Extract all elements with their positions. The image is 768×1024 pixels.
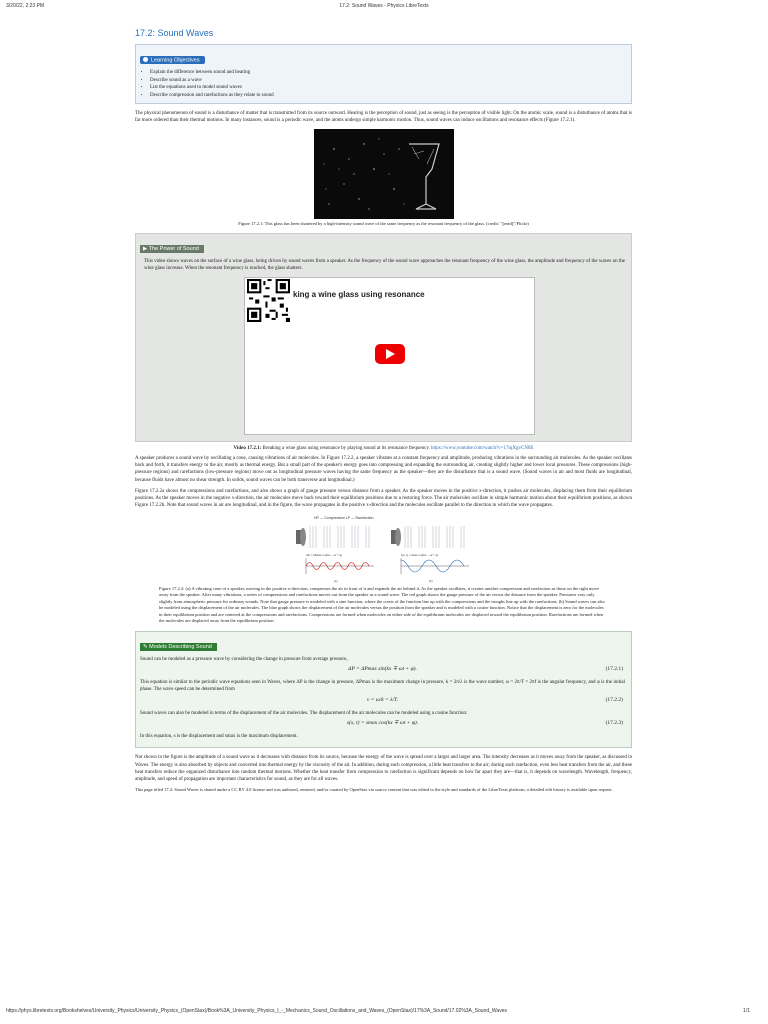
list-item: • List the equations used to model sound waves: [150, 84, 627, 92]
video-caption: [135, 446, 632, 451]
equation-number: (17.2.2): [605, 696, 623, 703]
license-text: This page titled 17.2: Sound Waves is shared under a CC BY 4.0 license and was authored, remixed, and/or curated by OpenStax via source content that was edited to the style and standards of the LibreTexts platform; a detailed edit history is available upon request.: [135, 787, 613, 793]
paragraph-amplitude: Not shown in the figure is the amplitude of a sound wave as it decreases with distance from its source, because the energy of the wave is spread over a larger and larger area. The intensity decreases as it moves away from the speaker, as discussed in Waves. The energy is also absorbed by objects and converted into thermal energy by the viscosity of the air. In addition, during each compression, a little heat transfers to the air; during each rarefaction, even less heat transfers from the air, and these heat transfers reduce the organized disturbance into random thermal motions. Whether the heat transfer from compression to rarefaction is significant depends on how far apart they are—that is, it depends on wavelength. Wavelength, frequency, amplitude, and speed of propagation are important characteristics for sound, as they are for all waves.: [135, 755, 633, 783]
figure-caption: Figure 17.2.1: This glass has been shattered by a high-intensity sound wave of the same frequency as the resonant frequency of the glass. (credit: "||read||"/Flickr): [238, 220, 529, 226]
video-icon: ▶: [143, 246, 149, 253]
video-title: king a wine glass using resonance: [293, 289, 425, 299]
play-icon: [386, 349, 395, 359]
print-footer: [0, 1008, 768, 1018]
models-text: This equation is similar to the periodic wave equations seen in Waves, where ΔP is the change in pressure, ΔPmax is the maximum change in pressure, k = 2π/λ is the wave number, ω = 2π/T = 2πf is the angular frequency, and φ is the initial phase. The wave speed can be determined from: [140, 680, 625, 693]
learning-objectives-label: Learning Objectives: [151, 57, 200, 63]
equation-number: (17.2.3): [605, 719, 623, 726]
speaker-wave-figure: [294, 514, 474, 584]
power-of-sound-text: This video shows waves on the surface of a wine glass, being driven by sound waves from a speaker. As the frequency of the sound wave approaches the resonant frequency of the wine glass, the amplitude and frequency of the waves on the wine glass increase. When the resonant frequency is reached, the glass shatters.: [144, 259, 625, 272]
learning-objectives-box: [135, 44, 632, 104]
equation-formula: v = ω/k = λ/T.: [366, 696, 399, 703]
shattered-glass-image: [314, 129, 454, 219]
info-icon: [143, 57, 148, 62]
label-a: (a): [333, 578, 337, 583]
video-player[interactable]: [244, 277, 535, 435]
equation-number: (17.2.1): [605, 666, 623, 673]
objectives-list: [140, 69, 627, 99]
shattered-glass-graphic: [314, 129, 454, 219]
models-text: Sound waves can also be modeled in terms of the displacement of the air molecules. The displacement of the air molecules can be modeled using a cosine function:: [140, 710, 468, 716]
video-caption-label: Video 17.2.1:: [233, 445, 262, 451]
models-title: [140, 643, 217, 651]
models-text: Sound can be modeled as a pressure wave by considering the change in pressure from average pressure,: [140, 656, 348, 662]
power-of-sound-title: [140, 245, 204, 253]
equation-1: [140, 666, 625, 676]
equation-a: ΔP = ΔPmax cos(kx − ωt + φ): [305, 552, 342, 557]
print-doc-title: 17.2: Sound Waves - Physics LibreTexts: [339, 3, 429, 9]
print-url: https://phys.libretexts.org/Bookshelves/University_Physics/University_Physics_(OpenStax)/Book%3A_University_Physics_I_-_Mechanics_Sound_Oscillations_and_Waves_(OpenStax)/17%3A_Sound/17.02%3A_Sound_Waves: [6, 1008, 507, 1014]
qr-code-icon: [247, 279, 290, 322]
intro-paragraph: The physical phenomenon of sound is a disturbance of matter that is transmitted from its source outward. Hearing is the perception of sound, just as seeing is the perception of visible light. On the atomic scale, sound is a disturbance of atoms that is far more ordered than their thermal motions. In many instances, sound is a periodic wave, and the atoms undergo simple harmonic motion. Thus, sound waves can induce oscillations and resonance effects (Figure 17.2.1).: [135, 111, 632, 124]
article: [135, 22, 632, 798]
equation-formula: s(x, t) = smax cos(kx ∓ ωt + φ).: [346, 719, 419, 726]
print-page-number: 1/1: [743, 1008, 750, 1014]
paragraph-compressions: Figure 17.2.2a shows the compressions and rarefactions, and also shows a graph of gauge pressure versus distance from a speaker. As the speaker moves in the positive x-direction, it pushes air molecules, displacing them from their equilibrium positions. As the speaker moves in the negative x-direction, the air molecules move back toward their equilibrium positions due to a restoring force. The air molecules oscillate in simple harmonic motion about their equilibrium positions, as shown Figure 17.2.2b. Note that sound waves in air are longitudinal, and in the figure, the wave propagates in the positive x-direction and the molecules oscillate parallel to the direction in which the wave propagates.: [135, 488, 632, 509]
equation-2: [140, 697, 625, 707]
equation-3: [140, 720, 625, 730]
equation-formula: ΔP = ΔPmax sin(kx ∓ ωt + φ).: [348, 666, 417, 673]
page-title: 17.2: Sound Waves: [135, 28, 214, 38]
list-item: • Describe compression and rarefactions as they relate to sound: [150, 92, 627, 100]
power-of-sound-label: The Power of Sound: [148, 246, 199, 253]
learning-objectives-title: [140, 56, 205, 65]
wavefronts-b: [405, 526, 464, 548]
pencil-icon: ✎: [143, 643, 150, 650]
list-item: • Describe sound as a wave: [150, 77, 627, 85]
print-header: [0, 3, 768, 13]
models-label: Models Describing Sound: [149, 643, 212, 650]
video-link[interactable]: https://www.youtube.com/watch?v=17tqXgvCN0E: [431, 445, 534, 451]
paragraph-speaker: A speaker produces a sound wave by oscillating a cone, causing vibrations of air molecules. In Figure 17.2.2, a speaker vibrates at a constant frequency and amplitude, producing vibrations in the surrounding air molecules. As the speaker oscillates back and forth, it transfers energy to the air, mostly as thermal energy. But a small part of the speaker's energy goes into compressing and expanding the surrounding air, creating slightly higher and lower local pressures. These compressions (high-pressure regions) and rarefactions (low-pressure regions) move out as longitudinal pressure waves having the same frequency as the speaker—they are the disturbance that is a sound wave. (Sound waves in air and most fluids are longitudinal, because fluids have almost no shear strength. In solids, sound waves can be both transverse and longitudinal.): [135, 455, 632, 483]
wavefronts-a: [310, 526, 369, 548]
models-box: [135, 631, 632, 748]
label-b: (b): [428, 578, 432, 583]
models-text: In this equation, s is the displacement and smax is the maximum displacement.: [140, 733, 298, 739]
speaker-wave-graphic: [294, 514, 474, 584]
figure-legend: HP — Compression LP — Rarefaction: [313, 515, 373, 520]
list-item: • Explain the difference between sound and hearing: [150, 69, 627, 77]
play-button[interactable]: [375, 344, 405, 364]
equation-b: s(x, t) = smax cos(kx − ωt + φ): [400, 552, 438, 557]
print-datetime: 3/20/22, 2:23 PM: [6, 3, 45, 9]
figure-caption: Figure 17.2.2: (a) A vibrating cone of a speaker, moving in the positive x-direction, compresses the air in front of it and expands the air behind it. As the speaker oscillates, it creates another compression and rarefaction as those on the right move away from the speaker. After many vibrations, a series of compressions and rarefactions moves out from the speaker as a sound wave. The red graph shows the gauge pressure of the air versus the distance from the speaker. Pressures vary only slightly from atmospheric pressure for ordinary sounds. Note that gauge pressure is modeled with a sine function, where the crests of the function line up with the compressions and the troughs line up with the rarefactions. (b) Sound waves can also be modeled using the displacement of the air molecules. The blue graph shows the displacement of the air molecules versus the position from the speaker and is modeled with a cosine function. Notice that the displacement is zero for the molecules in their equilibrium position and are centered at the compressions and rarefactions. Compressions are formed when molecules on either side of the equilibrium molecules are displaced toward the equilibrium position. Rarefactions are formed when the molecules are displaced away from the equilibrium position.: [159, 585, 605, 624]
power-of-sound-box: [135, 233, 632, 442]
video-caption-text: Breaking a wine glass using resonance by playing sound at its resonance frequency.: [261, 445, 431, 451]
